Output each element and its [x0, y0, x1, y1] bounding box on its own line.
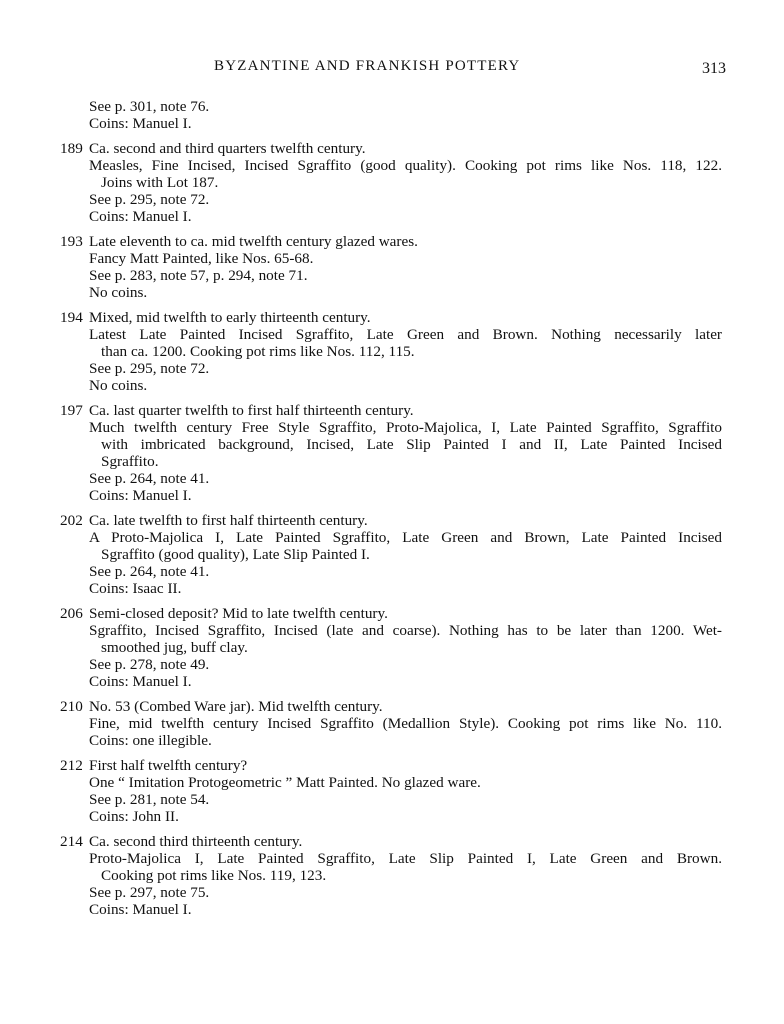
- page-number: 313: [702, 60, 726, 77]
- text-line: See p. 295, note 72.: [89, 360, 210, 377]
- text-line: Coins: John II.: [89, 808, 179, 825]
- text-line: Coins: Manuel I.: [89, 901, 192, 918]
- lot-number: 210: [60, 698, 83, 715]
- lot-entry: [60, 698, 722, 749]
- lot-number: 189: [60, 140, 83, 157]
- lot-heading: Mixed, mid twelfth to early thirteenth century.: [89, 309, 371, 326]
- text-line: Fancy Matt Painted, like Nos. 65-68.: [89, 250, 314, 267]
- lot-number: 214: [60, 833, 83, 850]
- lot-entry: [60, 309, 722, 394]
- text-line: See p. 283, note 57, p. 294, note 71.: [89, 267, 308, 284]
- text-line: Coins: Manuel I.: [89, 673, 192, 690]
- lot-number: 206: [60, 605, 83, 622]
- running-head: BYZANTINE AND FRANKISH POTTERY: [214, 58, 521, 74]
- lot-entry: [60, 757, 722, 825]
- continued-entry: [60, 98, 722, 132]
- catalogue-body: [60, 98, 722, 918]
- lot-entry: [60, 402, 722, 504]
- lot-entry: [60, 833, 722, 918]
- lot-entry: [60, 512, 722, 597]
- lot-number: 202: [60, 512, 83, 529]
- text-line: Coins: Isaac II.: [89, 580, 182, 597]
- text-line: Coins: Manuel I.: [89, 115, 192, 132]
- text-line: Latest Late Painted Incised Sgraffito, Late Green and Brown. Nothing necessarily later: [89, 326, 722, 343]
- text-line: See p. 264, note 41.: [89, 563, 210, 580]
- lot-heading: No. 53 (Combed Ware jar). Mid twelfth century.: [89, 698, 383, 715]
- text-line: Much twelfth century Free Style Sgraffito, Proto-Majolica, I, Late Painted Sgraffito, Sgraffito: [89, 419, 722, 436]
- lot-heading: Ca. second and third quarters twelfth century.: [89, 140, 366, 157]
- text-line: Coins: one illegible.: [89, 732, 212, 749]
- lot-heading: Ca. late twelfth to first half thirteenth century.: [89, 512, 368, 529]
- lot-entry: [60, 140, 722, 225]
- text-line: A Proto-Majolica I, Late Painted Sgraffito, Late Green and Brown, Late Painted Incised: [89, 529, 722, 546]
- lot-heading: Semi-closed deposit? Mid to late twelfth century.: [89, 605, 388, 622]
- text-line: See p. 297, note 75.: [89, 884, 210, 901]
- text-line: See p. 281, note 54.: [89, 791, 210, 808]
- text-line: Coins: Manuel I.: [89, 208, 192, 225]
- text-line: See p. 264, note 41.: [89, 470, 210, 487]
- text-line: Coins: Manuel I.: [89, 487, 192, 504]
- text-line: Sgraffito.: [101, 453, 159, 470]
- text-line: Sgraffito, Incised Sgraffito, Incised (late and coarse). Nothing has to be later than 1200. Wet-: [89, 622, 722, 639]
- text-line: Fine, mid twelfth century Incised Sgraffito (Medallion Style). Cooking pot rims like No. 110.: [89, 715, 722, 732]
- lot-number: 212: [60, 757, 83, 774]
- lot-heading: Ca. second third thirteenth century.: [89, 833, 303, 850]
- text-line: with imbricated background, Incised, Late Slip Painted I and II, Late Painted Incised: [101, 436, 722, 453]
- lot-heading: Ca. last quarter twelfth to first half thirteenth century.: [89, 402, 414, 419]
- lot-entry: [60, 233, 722, 301]
- lot-number: 194: [60, 309, 83, 326]
- text-line: Measles, Fine Incised, Incised Sgraffito (good quality). Cooking pot rims like Nos. 118, 122.: [89, 157, 722, 174]
- text-line: No coins.: [89, 284, 148, 301]
- text-line: One “ Imitation Protogeometric ” Matt Painted. No glazed ware.: [89, 774, 481, 791]
- text-line: than ca. 1200. Cooking pot rims like Nos. 112, 115.: [101, 343, 415, 360]
- text-line: Proto-Majolica I, Late Painted Sgraffito, Late Slip Painted I, Late Green and Brown.: [89, 850, 722, 867]
- text-line: See p. 278, note 49.: [89, 656, 210, 673]
- lot-entry: [60, 605, 722, 690]
- text-line: Joins with Lot 187.: [101, 174, 219, 191]
- lot-heading: First half twelfth century?: [89, 757, 248, 774]
- text-line: See p. 301, note 76.: [89, 98, 210, 115]
- text-line: Cooking pot rims like Nos. 119, 123.: [101, 867, 327, 884]
- text-line: See p. 295, note 72.: [89, 191, 210, 208]
- text-line: No coins.: [89, 377, 148, 394]
- lot-heading: Late eleventh to ca. mid twelfth century glazed wares.: [89, 233, 418, 250]
- text-line: Sgraffito (good quality), Late Slip Painted I.: [101, 546, 370, 563]
- lot-number: 197: [60, 402, 83, 419]
- text-line: smoothed jug, buff clay.: [101, 639, 248, 656]
- lot-number: 193: [60, 233, 83, 250]
